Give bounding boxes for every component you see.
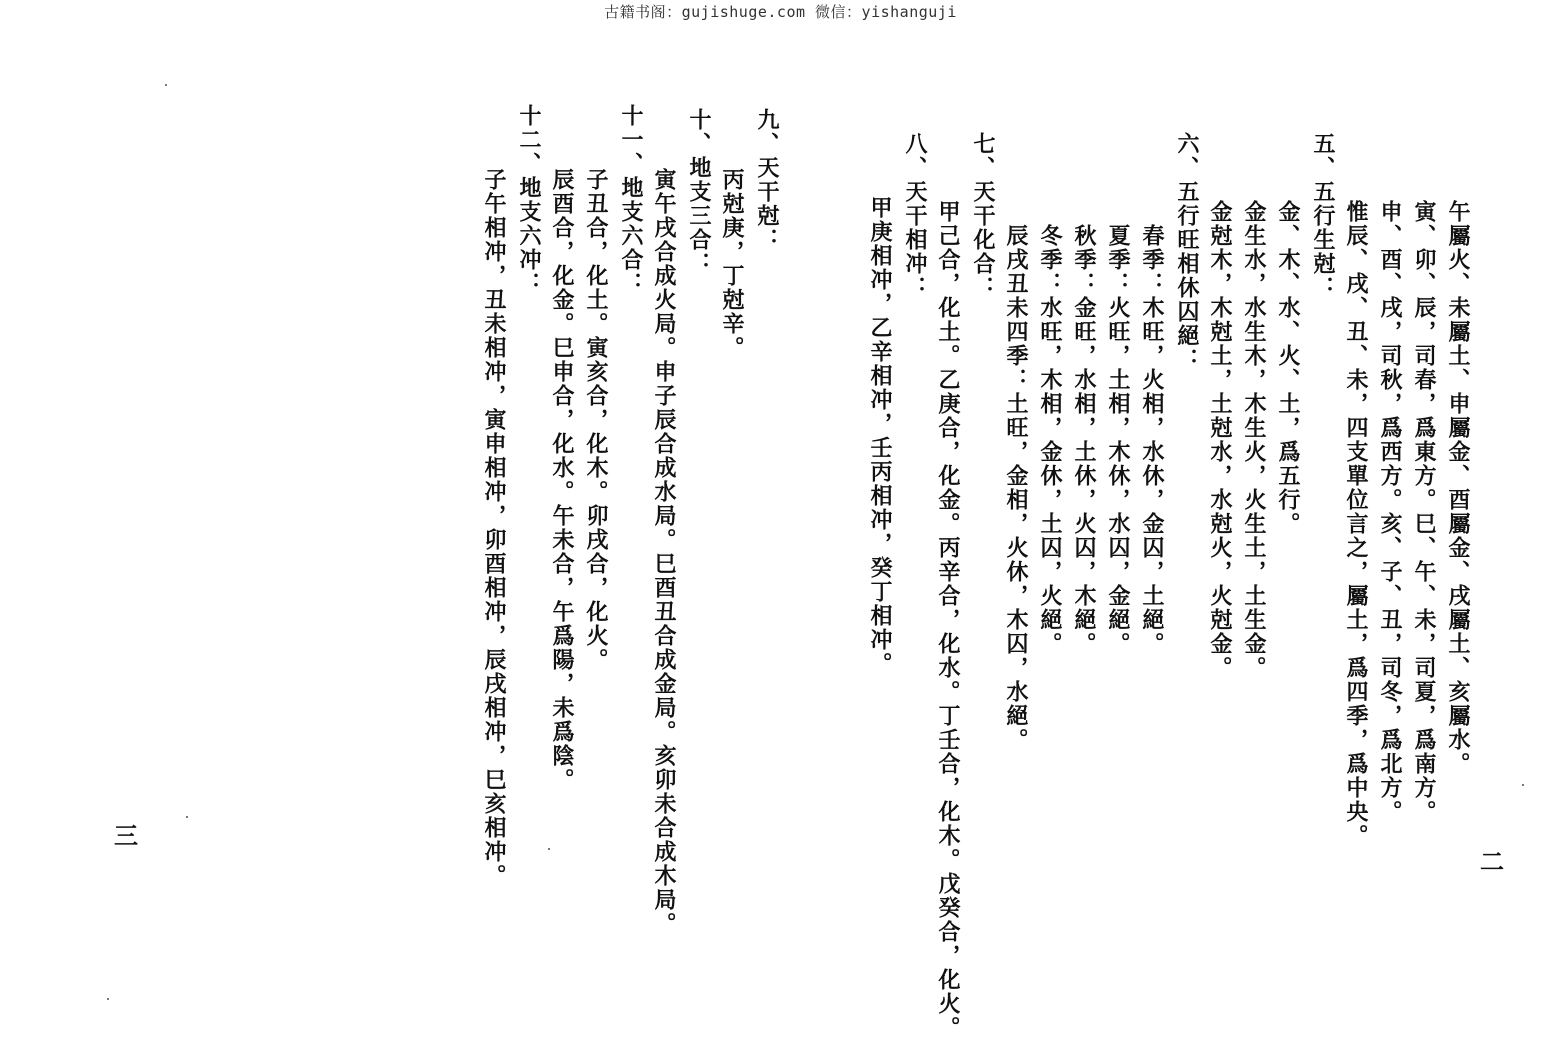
text-column-r12: 秋季：金旺，水相，土休，火囚，木絕。 xyxy=(1071,224,1097,656)
text-column-r8: 金尅木，木尅土，土尅水，水尅火，火尅金。 xyxy=(1207,200,1233,680)
page-number-left: 三 xyxy=(114,821,138,850)
watermark-text: 古籍书阁：gujishuge.com 微信：yishanguji xyxy=(604,3,957,21)
text-column-r11: 夏季：火旺，土相，木休，水囚，金絕。 xyxy=(1105,224,1131,656)
section-heading-10: 十、地支三合： xyxy=(686,108,711,276)
text-column-r14: 辰戌丑未四季：土旺，金相，火休，木囚，水絕。 xyxy=(1003,224,1029,752)
text-column-r13: 冬季：水旺，木相，金休，土囚，火絕。 xyxy=(1037,224,1063,656)
text-column-r18: 甲庚相冲，乙辛相冲，壬丙相冲，癸丁相冲。 xyxy=(867,196,893,676)
page-number-right: 二 xyxy=(1480,847,1504,876)
text-column-r3: 申、酉、戌，司秋，爲西方。亥、子、丑，司冬，爲北方。 xyxy=(1377,200,1403,824)
text-column-r16: 甲己合，化土。乙庚合，化金。丙辛合，化水。丁壬合，化木。戊癸合，化火。 xyxy=(935,200,961,1040)
text-column-l6: 子丑合，化土。寅亥合，化木。卯戌合，化火。 xyxy=(583,168,609,672)
text-column-l2: 丙尅庚，丁尅辛。 xyxy=(719,168,745,360)
scan-speck xyxy=(107,998,109,1000)
text-column-r1: 午屬火、未屬土、申屬金、酉屬金、戌屬土、亥屬水。 xyxy=(1445,200,1471,776)
section-heading-8: 八、天干相冲： xyxy=(902,132,927,300)
text-column-r10: 春季：木旺，火相，水休，金囚，土絕。 xyxy=(1139,224,1165,656)
text-column-l7: 辰酉合，化金。巳申合，化水。午未合，午爲陽，未爲陰。 xyxy=(549,168,575,792)
scan-speck xyxy=(548,848,550,850)
section-heading-9: 九、天干尅： xyxy=(754,108,779,252)
section-heading-6: 六、五行旺相休囚絕： xyxy=(1174,132,1199,372)
section-heading-12: 十二、地支六冲： xyxy=(516,104,541,296)
section-heading-5: 五、五行生尅： xyxy=(1310,132,1335,300)
text-column-l4: 寅午戌合成火局。申子辰合成水局。巳酉丑合成金局。亥卯未合成木局。 xyxy=(651,168,677,936)
text-column-r4: 惟辰、戌、丑、未，四支單位言之，屬土，爲四季，爲中央。 xyxy=(1343,200,1369,848)
text-column-r2: 寅、卯、辰，司春，爲東方。巳、午、未，司夏，爲南方。 xyxy=(1411,200,1437,824)
section-heading-11: 十一、地支六合： xyxy=(618,104,643,296)
text-column-r7: 金生水，水生木，木生火，火生土，土生金。 xyxy=(1241,200,1267,680)
text-column-l9: 子午相冲，丑未相冲，寅申相冲，卯酉相冲，辰戌相冲，巳亥相冲。 xyxy=(481,168,507,888)
scan-speck xyxy=(1522,784,1524,786)
section-heading-7: 七、天干化合： xyxy=(970,132,995,300)
scan-speck xyxy=(165,84,167,86)
text-column-r6: 金、木、水、火、土，爲五行。 xyxy=(1275,200,1301,536)
scan-speck xyxy=(186,816,188,818)
